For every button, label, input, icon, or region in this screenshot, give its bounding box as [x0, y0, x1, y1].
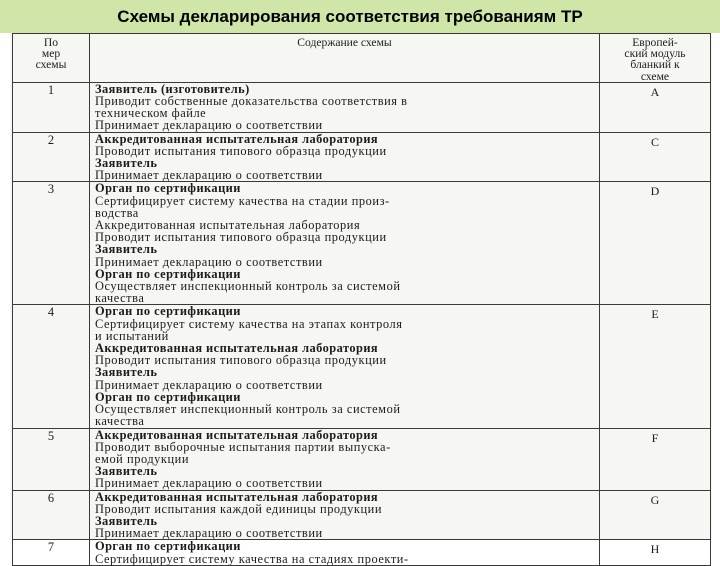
table-row [13, 490, 711, 540]
action-text: Принимает декларацию о соответствии [95, 476, 323, 491]
action-text: Проводит испытания каждой единицы продукции [95, 501, 383, 516]
declaration-schemes-table [12, 33, 711, 566]
scheme-content [90, 82, 600, 132]
participant-label: Заявитель (изготовитель) [95, 81, 250, 96]
scheme-number: 4 [13, 305, 90, 428]
table-row [13, 428, 711, 490]
action-text: Проводит испытания типового образца продукции [95, 143, 387, 158]
scheme-content [90, 182, 600, 305]
scheme-content [90, 132, 600, 182]
participant-label: Орган по сертификации [95, 181, 241, 196]
action-text: Принимает декларацию о соответствии [95, 377, 323, 392]
header-line: бланкий к [630, 58, 680, 72]
header-line: По [43, 36, 59, 49]
european-module: F [600, 428, 711, 490]
participant-label: Орган по сертификации [95, 389, 241, 404]
header-line: Европей- [632, 36, 678, 49]
action-text: Осуществляет инспекционный контроль за системой [95, 402, 401, 417]
participant-label: Орган по сертификации [95, 266, 241, 281]
table-row [13, 182, 711, 305]
action-text: Сертифицирует систему качества на стадии произ- [95, 193, 390, 208]
participant-label: Заявитель [95, 156, 158, 171]
action-text: Принимает декларацию о соответствии [95, 118, 323, 133]
action-text: и испытаний [95, 328, 169, 343]
scheme-content [90, 428, 600, 490]
action-text: Проводит испытания типового образца продукции [95, 230, 387, 245]
header-line: ский модуль [624, 47, 686, 61]
scheme-number: 6 [13, 490, 90, 540]
action-text: Принимает декларацию о соответствии [95, 168, 323, 183]
european-module: C [600, 132, 711, 182]
participant-label: Аккредитованная испытательная лаборатория [95, 489, 379, 504]
participant-label: Заявитель [95, 365, 158, 380]
participant-label: Заявитель [95, 464, 158, 479]
participant-label: Орган по сертификации [95, 304, 241, 319]
header-line: схемы [35, 58, 67, 72]
header-line: Содержание схемы [297, 36, 392, 49]
table-row [13, 82, 711, 132]
scheme-content [90, 490, 600, 540]
participant-label: Заявитель [95, 242, 158, 257]
action-text: водства [95, 205, 139, 220]
scheme-number: 7 [13, 540, 90, 565]
action-text: Аккредитованная испытательная лаборатория [95, 218, 361, 233]
european-module: E [600, 305, 711, 428]
participant-label: Заявитель [95, 513, 158, 528]
action-text: Проводит выборочные испытания партии выпуска- [95, 439, 391, 454]
table-body [13, 82, 711, 565]
action-text: качества [95, 291, 145, 306]
action-text: Проводит испытания типового образца продукции [95, 353, 387, 368]
header-line: схеме [640, 69, 670, 83]
scanned-table-image [10, 33, 712, 566]
european-module: A [600, 82, 711, 132]
scheme-number: 1 [13, 82, 90, 132]
table-row [13, 540, 711, 565]
participant-label: Аккредитованная испытательная лаборатория [95, 131, 379, 146]
european-module: H [600, 540, 711, 565]
slide-title: Схемы декларирования соответствия требованиям ТР [117, 6, 583, 26]
action-text: Принимает декларацию о соответствии [95, 526, 323, 541]
scheme-content [90, 540, 600, 565]
participant-label: Аккредитованная испытательная лаборатория [95, 427, 379, 442]
action-text: Приводит собственные доказательства соответствия в [95, 94, 408, 109]
action-text: емой продукции [95, 451, 190, 466]
scheme-number: 2 [13, 132, 90, 182]
action-text: Принимает декларацию о соответствии [95, 254, 323, 269]
header-scheme-number [13, 34, 90, 83]
header-european-module [600, 34, 711, 83]
participant-label: Аккредитованная испытательная лаборатория [95, 341, 379, 356]
action-text: Сертифицирует систему качества на стадиях проекти- [95, 551, 409, 566]
european-module: G [600, 490, 711, 540]
european-module: D [600, 182, 711, 305]
header-scheme-content [90, 34, 600, 83]
header-line: мер [41, 47, 61, 61]
action-text: техническом файле [95, 106, 207, 121]
table-row [13, 305, 711, 428]
table-header-row [13, 34, 711, 83]
scheme-content [90, 305, 600, 428]
action-text: Сертифицирует систему качества на этапах контроля [95, 316, 403, 331]
action-text: качества [95, 414, 145, 429]
slide-title-bar [0, 0, 720, 33]
scheme-number: 3 [13, 182, 90, 305]
scheme-number: 5 [13, 428, 90, 490]
table-row [13, 132, 711, 182]
action-text: Осуществляет инспекционный контроль за системой [95, 279, 401, 294]
participant-label: Орган по сертификации [95, 539, 241, 554]
